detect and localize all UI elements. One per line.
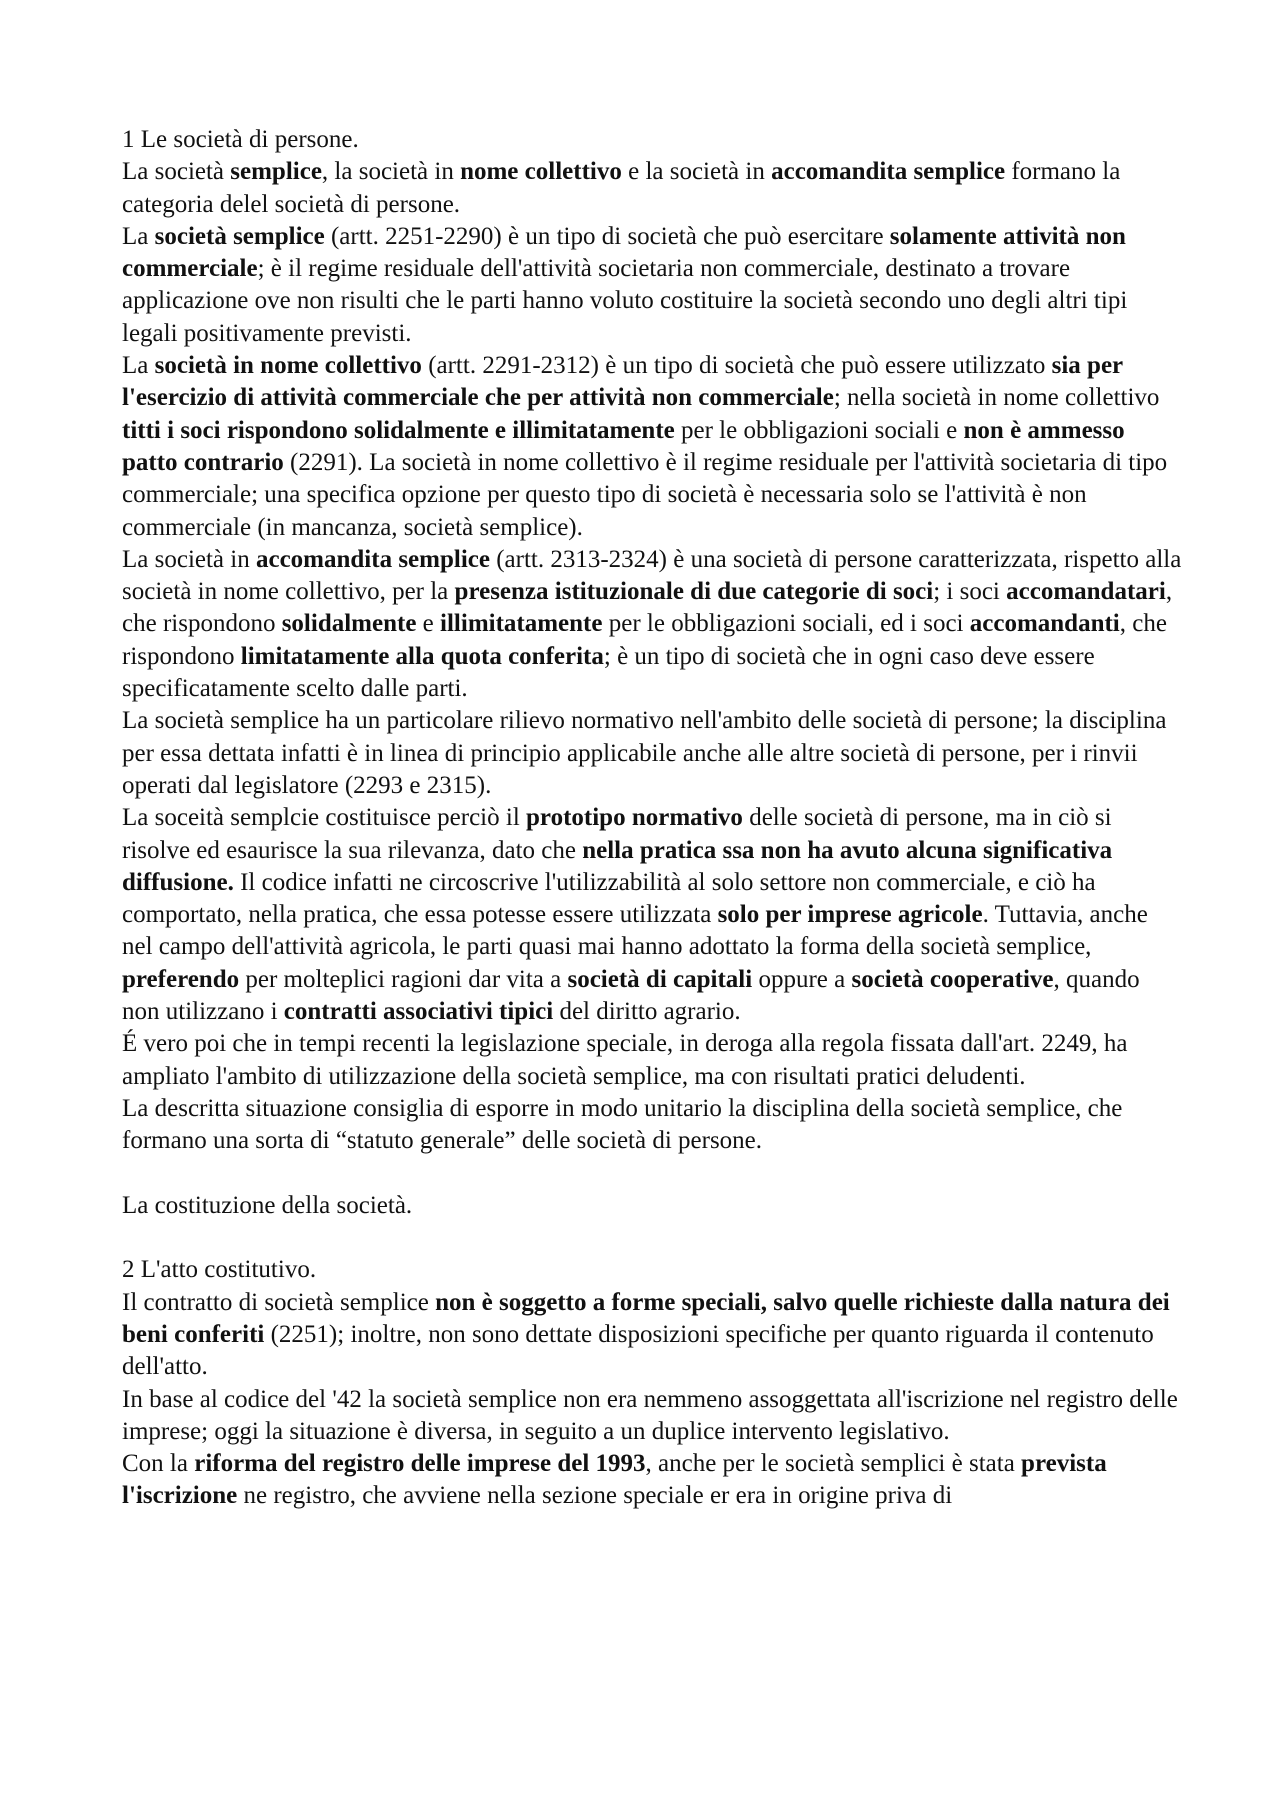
- bold-text-run: presenza istituzionale di due categorie di soci: [454, 578, 934, 606]
- text-run: e: [416, 610, 441, 638]
- text-run: Con la: [122, 1450, 195, 1478]
- text-run: (artt. 2291-2312) è un tipo di società che può essere utilizzato: [421, 352, 1052, 380]
- bold-text-run: accomandatari: [1006, 578, 1166, 606]
- text-run: La società: [122, 158, 231, 186]
- text-run: ; nella società in nome collettivo: [833, 384, 1160, 412]
- text-run: (artt. 2313-2324) è una società di persone caratterizzata, rispetto alla società in nome collettivo, per la: [122, 545, 1182, 606]
- bold-text-run: accomandita semplice: [771, 158, 1006, 186]
- text-run: Il codice infatti ne circoscrive l'utilizzabilità al solo settore non commerciale, e ciò ha comportato, nella pratica, che essa potesse essere utilizzata: [122, 868, 1096, 929]
- blank-line: [122, 1222, 1182, 1254]
- text-run: delle società di persone, ma in ciò si risolve ed esaurisce la sua rilevanza, dato che: [122, 804, 1112, 864]
- paragraph: [122, 802, 1182, 1028]
- text-run: La costituzione della società.: [122, 1191, 413, 1219]
- paragraph: [122, 1287, 1182, 1384]
- paragraph: [122, 221, 1182, 350]
- bold-text-run: solo per imprese agricole: [717, 901, 983, 929]
- paragraph: [122, 1384, 1182, 1449]
- bold-text-run: sia per l'esercizio di attività commerciale che per attività non commerciale: [122, 352, 1123, 412]
- bold-text-run: riforma del registro delle imprese del 1993: [194, 1450, 646, 1478]
- text-run: . Tuttavia, anche nel campo dell'attività agricola, le parti quasi mai hanno adottato la forma della società semplice,: [122, 901, 1148, 961]
- text-run: 1 Le società di persone.: [122, 126, 359, 153]
- text-run: 2 L'atto costitutivo.: [122, 1256, 317, 1284]
- bold-text-run: preferendo: [122, 965, 240, 993]
- blank-line: [122, 1158, 1182, 1190]
- text-run: La società in: [122, 545, 256, 573]
- text-run: oppure a: [752, 965, 852, 993]
- bold-text-run: accomandanti: [969, 610, 1120, 638]
- section-heading: [122, 1254, 1182, 1286]
- bold-text-run: prevista l'iscrizione: [122, 1450, 1107, 1510]
- text-run: La descritta situazione consiglia di esporre in modo unitario la disciplina della società semplice, che formano una sorta di “statuto generale” delle società di persone.: [122, 1094, 1123, 1155]
- paragraph: [122, 1448, 1182, 1513]
- text-run: , la società in: [321, 158, 461, 186]
- text-run: É vero poi che in tempi recenti la legislazione speciale, in deroga alla regola fissata dall'art. 2249, ha ampliato l'ambito di utilizzazione della società semplice, ma con risultati pratici deludenti.: [122, 1030, 1128, 1090]
- section-heading: [122, 124, 1182, 156]
- text-run: La: [122, 222, 155, 250]
- text-run: per le obbligazioni sociali, ed i soci: [602, 610, 970, 638]
- text-run: , che rispondono: [122, 578, 1173, 638]
- text-run: per molteplici ragioni dar vita a: [239, 965, 568, 993]
- text-run: La: [122, 352, 155, 380]
- text-run: formano la categoria delel società di persone.: [122, 158, 1121, 218]
- text-run: Il contratto di società semplice: [122, 1288, 436, 1316]
- paragraph: [122, 156, 1182, 221]
- document-body: [122, 124, 1182, 1513]
- paragraph: [122, 350, 1182, 544]
- bold-text-run: solidalmente: [281, 610, 417, 638]
- bold-text-run: prototipo normativo: [526, 804, 743, 832]
- text-run: per le obbligazioni sociali e: [674, 416, 964, 444]
- section-heading: [122, 1190, 1182, 1222]
- text-run: ne registro, che avviene nella sezione speciale er era in origine priva di: [237, 1482, 953, 1510]
- text-run: La società semplice ha un particolare rilievo normativo nell'ambito delle società di persone; la disciplina per essa dettata infatti è in linea di principio applicabile anche alle altre società di persone, per i rinvii operati dal legislatore (2293 e 2315).: [122, 707, 1167, 799]
- text-run: ; è un tipo di società che in ogni caso deve essere specificatamente scelto dalle parti.: [122, 642, 1095, 703]
- text-run: (2251); inoltre, non sono dettate disposizioni specifiche per quanto riguarda il contenuto dell'atto.: [122, 1320, 1154, 1381]
- bold-text-run: illimitatamente: [440, 610, 603, 638]
- bold-text-run: società di capitali: [567, 965, 753, 993]
- text-run: , che rispondono: [122, 610, 1167, 670]
- bold-text-run: accomandita semplice: [255, 545, 490, 573]
- bold-text-run: nella pratica ssa non ha avuto alcuna significativa diffusione.: [122, 836, 1113, 896]
- bold-text-run: società cooperative: [851, 965, 1054, 993]
- text-run: , anche per le società semplici è stata: [645, 1450, 1022, 1478]
- text-run: e la società in: [621, 158, 772, 186]
- bold-text-run: limitatamente alla quota conferita: [240, 642, 604, 670]
- bold-text-run: non è ammesso patto contrario: [122, 416, 1125, 476]
- paragraph: [122, 1093, 1182, 1158]
- bold-text-run: società semplice: [154, 222, 325, 250]
- paragraph: [122, 705, 1182, 802]
- text-run: In base al codice del '42 la società semplice non era nemmeno assoggettata all'iscrizione nel registro delle imprese; oggi la situazione è diversa, in seguito a un duplice intervento legislativo.: [122, 1385, 1178, 1445]
- text-run: (2291). La società in nome collettivo è il regime residuale per l'attività societaria di tipo commerciale; una specifica opzione per questo tipo di società è necessaria solo se l'attività è non commerciale (in mancanza, società semplice).: [122, 448, 1168, 541]
- text-run: La soceità semplcie costituisce perciò il: [122, 804, 527, 832]
- text-run: (artt. 2251-2290) è un tipo di società che può esercitare: [324, 222, 890, 250]
- bold-text-run: titti i soci rispondono solidalmente e illimitatamente: [122, 416, 675, 444]
- bold-text-run: semplice: [230, 158, 322, 186]
- text-run: ; è il regime residuale dell'attività societaria non commerciale, destinato a trovare applicazione ove non risulti che le parti hanno voluto costituire la società secondo uno degli altri tipi legali positivamente previsti.: [122, 255, 1128, 347]
- bold-text-run: solamente attività non commerciale: [122, 222, 1126, 283]
- text-run: ; i soci: [933, 578, 1007, 606]
- text-run: del diritto agrario.: [553, 998, 741, 1026]
- paragraph: [122, 1028, 1182, 1093]
- bold-text-run: nome collettivo: [460, 158, 622, 186]
- bold-text-run: contratti associativi tipici: [283, 998, 554, 1026]
- bold-text-run: società in nome collettivo: [154, 352, 422, 380]
- text-run: , quando non utilizzano i: [122, 965, 1140, 1026]
- bold-text-run: non è soggetto a forme speciali, salvo quelle richieste dalla natura dei beni conferiti: [122, 1288, 1170, 1348]
- paragraph: [122, 544, 1182, 705]
